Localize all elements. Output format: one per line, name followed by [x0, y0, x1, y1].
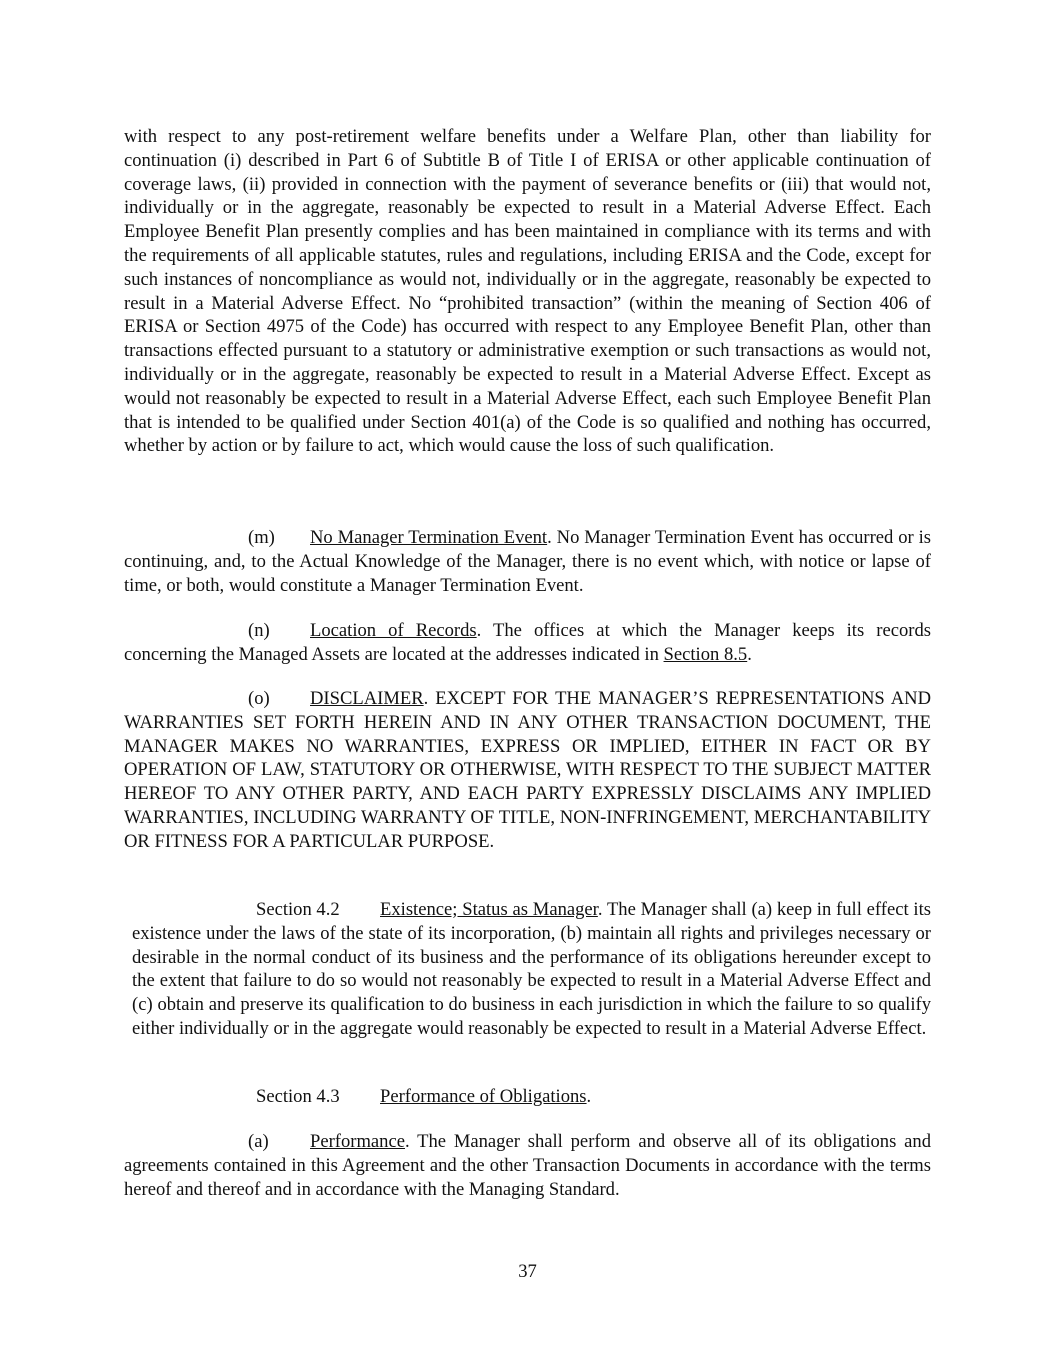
section-label-4-3: Section 4.3	[256, 1086, 340, 1107]
section-label-4-2: Section 4.2	[256, 899, 340, 920]
heading-disclaimer: DISCLAIMER	[310, 688, 424, 709]
paragraph-o	[124, 687, 931, 854]
item-label-n: (n)	[248, 620, 270, 641]
paragraph-a	[124, 1130, 931, 1201]
paragraph-continuation: with respect to any post-retirement welfare benefits under a Welfare Plan, other than liability for continuation (i) described in Part 6 of Subtitle B of Title I of ERISA or other applicable continuation of coverage laws, (ii) provided in connection with the payment of severance benefits or (iii) that would not, individually or in the aggregate, reasonably be expected to result in a Material Adverse Effect. Each Employee Benefit Plan presently complies and has been maintained in compliance with its terms and with the requirements of all applicable statutes, rules and regulations, including ERISA and the Code, except for such instances of noncompliance as would not, individually or in the aggregate, reasonably be expected to result in a Material Adverse Effect. No “prohibited transaction” (within the meaning of Section 406 of ERISA or Section 4975 of the Code) has occurred with respect to any Employee Benefit Plan, other than transactions effected pursuant to a statutory or administrative exemption or such transactions as would not, individually or in the aggregate, reasonably be expected to result in a Material Adverse Effect. Except as would not reasonably be expected to result in a Material Adverse Effect, each such Employee Benefit Plan that is intended to be qualified under Section 401(a) of the Code is so qualified and nothing has occurred, whether by action or by failure to act, which would cause the loss of such qualification.	[124, 126, 931, 457]
paragraph-a-text: . The Manager shall perform and observe all of its obligations and agreements contained in this Agreement and the other Transaction Documents in accordance with the terms hereof and thereof and in accordance with the Managing Standard.	[124, 1131, 931, 1200]
paragraph-n: (n) Location of Records. The offices at which the Manager keeps its records concerning the Managed Assets are located at the addresses indicated in Section 8.5.	[124, 620, 931, 665]
item-label-m: (m)	[248, 527, 275, 548]
page-number: 37	[518, 1261, 537, 1282]
section-4-3: Section 4.3 Performance of Obligations.	[256, 1086, 592, 1107]
section-4-2	[132, 898, 931, 1041]
paragraph-n-text: . The offices at which the Manager keeps its records concerning the Managed Assets are located at the addresses indicated in	[124, 620, 931, 665]
heading-performance: Performance	[310, 1131, 405, 1152]
paragraph-o-text: . EXCEPT FOR THE MANAGER’S REPRESENTATIONS AND WARRANTIES SET FORTH HEREIN AND IN ANY OTHER TRANSACTION DOCUMENT, THE MANAGER MAKES NO WARRANTIES, EXPRESS OR IMPLIED, EITHER IN FACT OR BY OPERATION OF LAW, STATUTORY OR OTHERWISE, WITH RESPECT TO THE SUBJECT MATTER HEREOF TO ANY OTHER PARTY, AND EACH PARTY EXPRESSLY DISCLAIMS ANY IMPLIED WARRANTIES, INCLUDING WARRANTY OF TITLE, NON-INFRINGEMENT, MERCHANTABILITY OR FITNESS FOR A PARTICULAR PURPOSE.	[124, 688, 931, 852]
heading-performance-of-obligations: Performance of Obligations	[380, 1086, 587, 1107]
section-reference-link: Section 8.5	[663, 643, 748, 665]
section-4-2-text: . The Manager shall (a) keep in full effect its existence under the laws of the state of its incorporation, (b) maintain all rights and privileges necessary or desirable in the normal conduct of its business and the performance of its obligations hereunder except to the extent that failure to do so would not reasonably be expected to result in a Material Adverse Effect and (c) obtain and preserve its qualification to do business in each jurisdiction in which the failure to so qualify either individually or in the aggregate would reasonably be expected to result in a Material Adverse Effect.	[132, 899, 932, 1039]
paragraph-m-text: . No Manager Termination Event has occurred or is continuing, and, to the Actual Knowledge of the Manager, there is no event which, with notice or lapse of time, or both, would constitute a Manager Termination Event.	[124, 527, 931, 596]
item-label-o: (o)	[248, 688, 270, 709]
heading-no-manager-termination-event: No Manager Termination Event	[310, 527, 548, 548]
item-label-a: (a)	[248, 1131, 269, 1152]
heading-existence-status: Existence; Status as Manager	[380, 899, 598, 920]
heading-location-of-records: Location of Records	[310, 620, 477, 641]
paragraph-m	[124, 526, 931, 597]
